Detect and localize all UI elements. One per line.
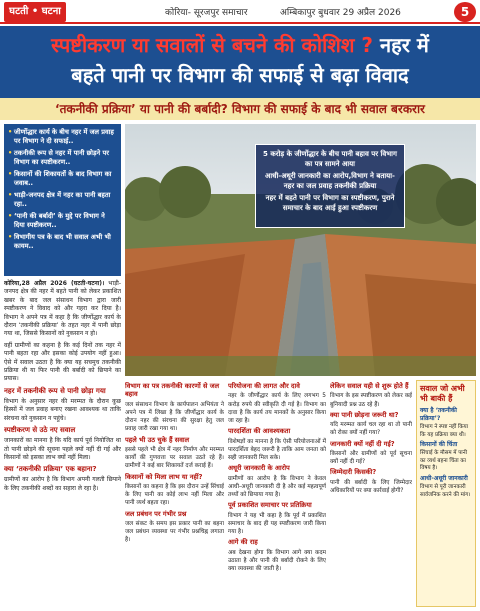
story-paragraph: ग्रामीणों का आरोप है कि विभाग अपनी गलती छिपाने के लिए तकनीकी शब्दों का सहारा ले रहा है। xyxy=(4,476,121,492)
main-headline xyxy=(0,26,480,98)
column-subheading: आगे की राह xyxy=(228,538,258,547)
column-paragraph: विभाग ने यह भी कहा है कि पूर्व में प्रकाशित समाचार के बाद ही यह स्पष्टीकरण जारी किया गया है। xyxy=(228,512,326,536)
caption-line: नहर में बहते पानी पर विभाग का स्पष्टीकरण, पुराने समाचार के बाद आई हुआ स्पष्टीकरण xyxy=(265,194,395,212)
headline-red-part: स्पष्टीकरण या सवालों से बचने की कोशिश ? xyxy=(51,33,374,57)
highlights-box xyxy=(4,124,121,276)
canal-photo xyxy=(125,124,476,376)
column-paragraph: विशेषज्ञों का मानना है कि ऐसी परियोजनाओं में पारदर्शिता बेहद जरूरी है ताकि आम जनता को सही जानकारी मिल सके। xyxy=(228,438,326,462)
headline-line-1 xyxy=(6,30,474,60)
sidebar-subheading: क्या है ‘तकनीकी प्रक्रिया’? xyxy=(420,407,457,422)
column-subheading: पूर्व प्रकाशित समाचार पर प्रतिक्रिया xyxy=(228,501,312,510)
caption-line: 5 करोड़ के जीर्णोद्धार के बीच पानी बहाव पर विभाग का पत्र सामने आया xyxy=(263,150,397,168)
story-paragraph: भाड़ी-जनपद क्षेत्र की नहर में बहते पानी को लेकर प्रकाशित खबर के बाद जल संसाधन विभाग द्वारा जारी स्पष्टीकरण ने विवाद को और गहरा कर दिया है। विभाग ने अपने पत्र में कहा है कि जीर्णोद्धार कार्य के दौरान ‘तकनीकी प्रक्रिया’ के तहत नहर में पानी छोड़ा गया था, जिससे किसानों को नुकसान न हो। xyxy=(4,280,121,338)
column-paragraph: किसानों का कहना है कि इस दौरान उन्हें सिंचाई के लिए पानी का कोई लाभ नहीं मिला और पानी व्यर्थ बहता रहा। xyxy=(125,484,224,507)
column-subheading: जल प्रबंधन पर गंभीर प्रश्न xyxy=(125,509,187,518)
headline-white-part: नहर में xyxy=(373,33,429,57)
column-paragraph: यदि मरम्मत कार्य चल रहा था तो पानी को रोका क्यों नहीं गया? xyxy=(330,422,412,437)
story-subheading: क्या ‘तकनीकी प्रक्रिया’ एक बहाना? xyxy=(4,465,97,474)
headline-line-2: बहते पानी पर विभाग की सफाई से बढ़ा विवाद xyxy=(71,63,409,87)
column-subheading: पहले भी उठ चुके हैं सवाल xyxy=(125,435,190,444)
column-paragraph: ग्रामीणों का आरोप है कि विभाग ने केवल आधी-अधूरी जानकारी दी है और कई महत्वपूर्ण तथ्यों को छिपाया गया है। xyxy=(228,475,326,499)
sidebar-subheading: किसानों की चिंता xyxy=(420,441,458,449)
caption-line: आधी-अधूरी जानकारी का आरोप,विभाग ने बताया-नहर का जल प्रवाह तकनीकी प्रक्रिया xyxy=(265,172,395,190)
sidebar-subheading: आधी-अधूरी जानकारी xyxy=(420,474,468,482)
page-number-badge: 5 xyxy=(454,2,476,22)
column-subheading: लेकिन सवाल यही से शुरू होते हैं xyxy=(330,382,409,390)
column-subheading: विभाग का पत्र तकनीकी कारणों से जल बहाव xyxy=(125,382,220,399)
story-paragraph: विभाग के अनुसार नहर की मरम्मत के दौरान कुछ हिस्सों में जल प्रवाह बनाए रखना आवश्यक था ताकि संरचना को नुकसान न पहुंचे। xyxy=(4,397,121,422)
photo-caption-box xyxy=(255,144,405,228)
story-paragraph: जानकारों का मानना है कि यदि कार्य पूर्व नियोजित था तो पानी छोड़ने की सूचना पहले क्यों नहीं दी गई और किसानों को इसका लाभ क्यों नहीं मिला। xyxy=(4,437,121,461)
story-subheading: स्पष्टीकरण से उठे नए सवाल xyxy=(4,426,76,435)
column-paragraph: अब देखना होगा कि विभाग आगे क्या कदम उठाता है और पानी की बर्बादी रोकने के लिए क्या व्यवस्था की जाती है। xyxy=(228,549,326,573)
sidebar-paragraph: विभाग से पूरी जानकारी सार्वजनिक करने की मांग। xyxy=(420,483,471,498)
highlight-item: • तकनीकी रूप से नहर में पानी छोड़ने पर विभाग का स्पष्टीकरण.. xyxy=(8,149,117,167)
highlight-item: • भाड़ी-जनपद क्षेत्र में नहर का पानी बहता रहा.. xyxy=(8,191,117,209)
masthead xyxy=(0,0,480,24)
highlight-item: • विभागीय पत्र के बाद भी सवाल अभी भी कायम.. xyxy=(8,233,117,251)
story-subheading: नहर में तकनीकी रूप से पानी छोड़ा गया xyxy=(4,386,106,395)
column-subheading: पारदर्शिता की आवश्यकता xyxy=(228,427,291,436)
column-paragraph: पानी की बर्बादी के लिए जिम्मेदार अधिकारियों पर क्या कार्रवाई होगी? xyxy=(330,479,412,495)
sidebar-paragraph: विभाग ने स्पष्ट नहीं किया कि यह प्रक्रिया क्या थी। xyxy=(420,424,469,438)
column-subheading: अधूरी जानकारी के आरोप xyxy=(228,464,290,473)
column-paragraph: जल संकट के समय इस प्रकार पानी का बहना जल प्रबंधन व्यवस्था पर गंभीर प्रश्नचिह्न लगाता है। xyxy=(125,521,224,544)
highlight-item: • जीर्णोद्धार कार्य के बीच नहर में जल प्रवाह पर विभाग ने दी सफाई.. xyxy=(8,128,117,146)
column-paragraph: इससे पहले भी क्षेत्र में नहर निर्माण और मरम्मत कार्यों की गुणवत्ता पर सवाल उठते रहे हैं। ग्रामीणों ने कई बार शिकायतें दर्ज कराई हैं। xyxy=(125,447,224,470)
page-section: कोरिया- सूरजपुर समाचार xyxy=(165,8,248,18)
column-paragraph: किसानों और ग्रामीणों को पूर्व सूचना क्यों नहीं दी गई? xyxy=(330,451,412,466)
column-subheading: परियोजना की लागत और दावे xyxy=(228,382,300,390)
dateline: कोरिया,28 अप्रैल 2026 (घटती-घटना)। xyxy=(4,280,105,287)
lead-story xyxy=(4,280,121,493)
column-subheading: जानकारी क्यों नहीं दी गई? xyxy=(330,439,395,448)
column-subheading: किसानों को मिला लाभ या नहीं? xyxy=(125,472,203,481)
left-column xyxy=(4,124,121,607)
column-paragraph: जल संसाधन विभाग के कार्यपालन अभियंता ने अपने पत्र में लिखा है कि जीर्णोद्धार कार्य के दौरान नहर की संरचना की सुरक्षा हेतु जल प्रवाह जारी रखा गया था। xyxy=(125,401,224,433)
highlight-item: • किसानों की शिकायतों के बाद विभाग का जवाब.. xyxy=(8,170,117,188)
sidebar-paragraph: सिंचाई के मौसम में पानी का व्यर्थ बहना चिंता का विषय है। xyxy=(420,450,468,472)
column-2 xyxy=(228,380,326,607)
highlight-item: • ‘पानी की बर्बादी’ के मुद्दे पर विभाग ने दिया स्पष्टीकरण.. xyxy=(8,212,117,230)
story-paragraph: वहीं ग्रामीणों का कहना है कि कई दिनों तक नहर में पानी बहता रहा और इसका कोई उपयोग नहीं हुआ। ऐसे में सवाल उठता है कि क्या यह सचमुच तकनीकी प्रक्रिया थी या फिर पानी की बर्बादी को छिपाने का प्रयास। xyxy=(4,341,121,383)
sidebar-title: सवाल जो अभी भी बाकी हैं xyxy=(420,384,465,403)
column-paragraph: विभाग के इस स्पष्टीकरण को लेकर कई बुनियादी प्रश्न उठ रहे हैं। xyxy=(330,393,412,408)
newspaper-logo: घटती • घटना xyxy=(4,2,66,22)
right-sidebar xyxy=(416,380,476,607)
column-subheading: जिम्मेदारी किसकी? xyxy=(330,468,377,477)
page-date: अम्बिकापुर बुधवार 29 अप्रैल 2026 xyxy=(280,8,401,18)
subheadline: ‘तकनीकी प्रक्रिया’ या पानी की बर्बादी? विभाग की सफाई के बाद भी सवाल बरकरार xyxy=(0,98,480,120)
column-subheading: क्या पानी छोड़ना जरूरी था? xyxy=(330,410,399,419)
column-1 xyxy=(125,380,224,607)
column-3 xyxy=(330,380,412,607)
column-paragraph: नहर के जीर्णोद्धार कार्य के लिए लगभग 5 करोड़ रुपये की स्वीकृति दी गई है। विभाग का दावा है कि कार्य तय मानकों के अनुसार किया जा रहा है। xyxy=(228,393,326,425)
